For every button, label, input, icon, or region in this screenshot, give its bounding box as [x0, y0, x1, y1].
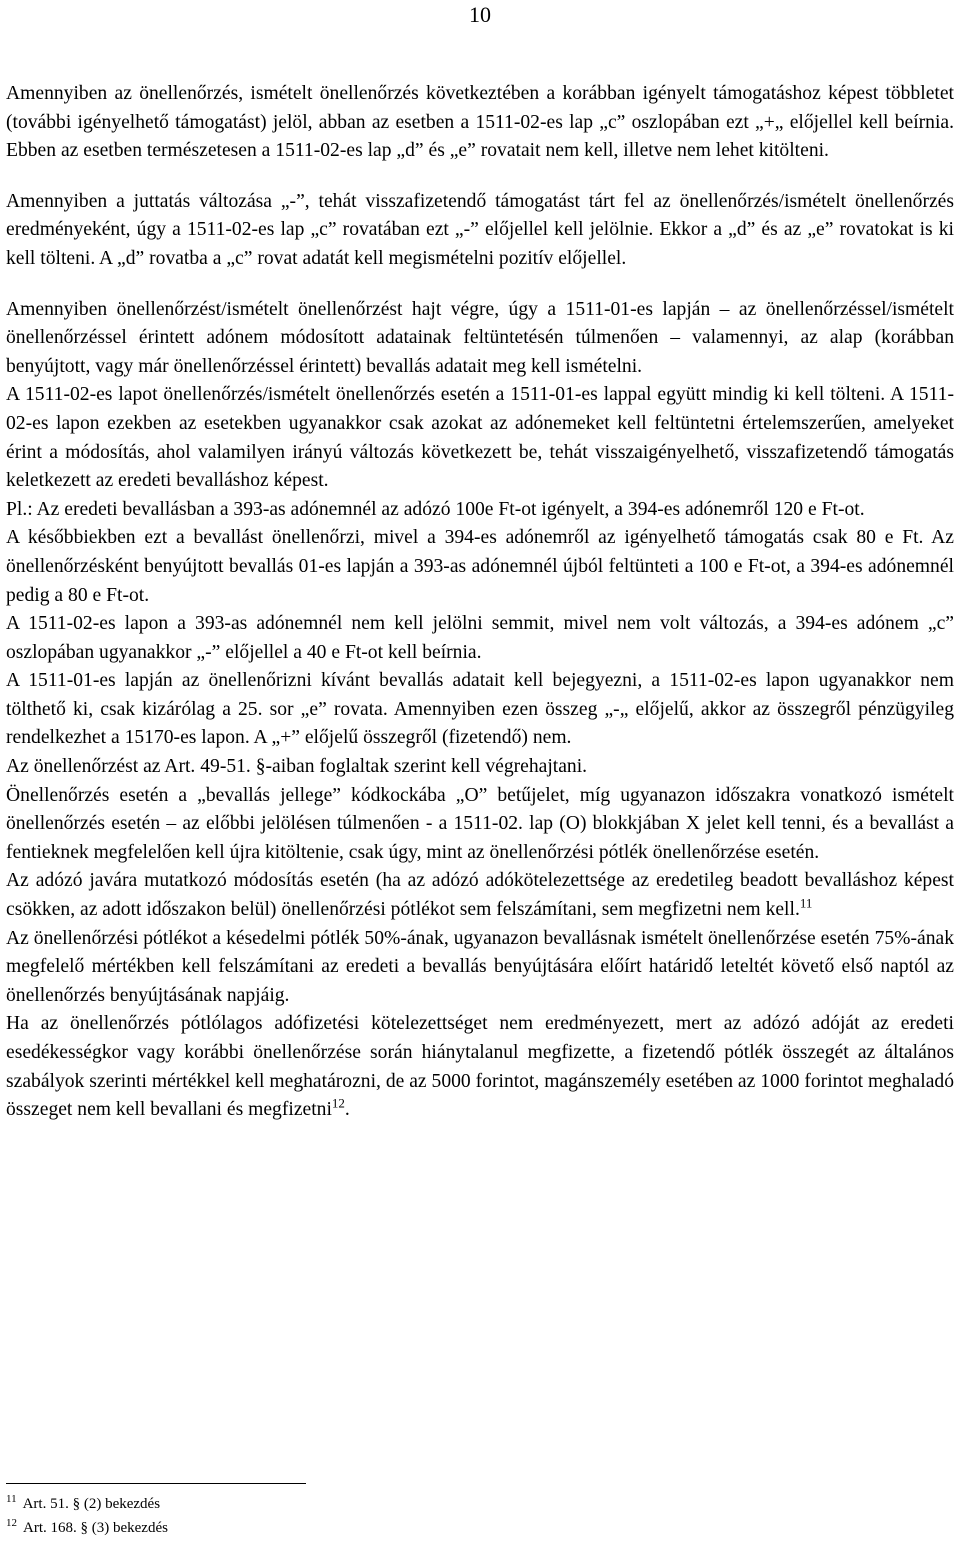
paragraph-text: A 1511-01-es lapján az önellenőrizni kívánt bevallás adatait kell bejegyezni, a 1511-02-es lapon ugyanakkor nem tölthető ki, csak kizárólag a 25. sor „e” rovata. Amennyiben ezen összeg „-„ előjelű, akkor az összegről pénzügyileg rendelkezhet a 15170-es lapon. A „+” előjelű összegről (fizetendő) nem. [6, 670, 954, 749]
footnote-number: 11 [6, 1493, 17, 1505]
footnote-reference[interactable]: 12 [331, 1095, 345, 1111]
paragraph-text: A 1511-02-es lapot önellenőrzés/ismételt önellenőrzés esetén a 1511-01-es lappal együtt mindig ki kell tölteni. A 1511-02-es lapon ezekben az esetekben ugyanakkor csak azokat az adónemeket kell feltüntetni értelemszerűen, amelyeket érint a módosítás, ahol valamilyen irányú változás következett be, tehát visszaigényelhető, visszafizetendő támogatás keletkezett az eredeti bevalláshoz képest. [6, 384, 954, 492]
footnotes [6, 1492, 606, 1540]
page-number: 10 [469, 2, 491, 27]
body-text [6, 80, 954, 1125]
paragraph [6, 296, 954, 382]
paragraph-text: Az önellenőrzést az Art. 49-51. §-aiban foglaltak szerint kell végrehajtani. [6, 756, 588, 778]
footnote-number: 12 [6, 1517, 17, 1529]
paragraph [6, 1010, 954, 1124]
footnote-text: Art. 168. § (3) bekezdés [23, 1520, 168, 1536]
paragraph-text: A későbbiekben ezt a bevallást önellenőrzi, mivel a 394-es adónemről az igényelhető támogatás csak 80 e Ft. Az önellenőrzésként benyújtott bevallás 01-es lapján a 393-as adónemnél újból feltünteti a 100 e Ft-ot, a 394-es adónemnél pedig a 80 e Ft-ot. [6, 527, 954, 606]
paragraph-text: A 1511-02-es lapon a 393-as adónemnél nem kell jelölni semmit, mivel nem volt változás, a 394-es adónem „c” oszlopában ugyanakkor „-” előjellel a 40 e Ft-ot kell beírnia. [6, 613, 954, 663]
paragraph-trailing-text: . [344, 1099, 350, 1121]
paragraph [6, 667, 954, 753]
paragraph [6, 753, 954, 782]
paragraph [6, 782, 954, 868]
paragraph-text: Amennyiben a juttatás változása „-”, tehát visszafizetendő támogatást tárt fel az önellenőrzés/ismételt önellenőrzés eredményeként, úgy a 1511-02-es lap „c” rovatában ezt „-” előjellel kell jelölnie. Ekkor a „d” és az „e” rovatokat is ki kell tölteni. A „d” rovatba a „c” rovat adatát kell megismételni pozitív előjellel. [6, 190, 954, 269]
paragraph-text: Ha az önellenőrzés pótlólagos adófizetési kötelezettséget nem eredményezett, mert az adózó adóját az eredeti esedékességkor vagy korábbi önellenőrzése során hiánytalanul megfizette, a fizetendő pótlék összegét az általános szabályok szerinti mértékkel kell meghatározni, de az 5000 forintot, magánszemély esetében az 1000 forintot meghaladó összeget nem kell bevallani és megfizetni [6, 1013, 954, 1121]
paragraph [6, 925, 954, 1011]
paragraph-text: Amennyiben az önellenőrzés, ismételt önellenőrzés következtében a korábban igényelt támogatáshoz képest többletet (további igényelhető támogatást) jelöl, abban az esetben a 1511-02-es lap „c” oszlopában ezt „+„ előjellel kell beírnia. Ebben az esetben természetesen a 1511-02-es lap „d” és „e” rovatait nem kell, illetve nem lehet kitölteni. [6, 83, 954, 162]
footnote-reference[interactable]: 11 [799, 895, 813, 911]
footnote-separator [6, 1483, 306, 1484]
paragraph [6, 188, 954, 274]
paragraph-text: Az adózó javára mutatkozó módosítás esetén (ha az adózó adókötelezettsége az eredetileg beadott bevalláshoz képest csökken, az adott időszakon belül) önellenőrzési pótlékot sem felszámítani, sem megfizetni nem kell. [6, 870, 954, 921]
paragraph [6, 610, 954, 667]
paragraph-text: Amennyiben önellenőrzést/ismételt önellenőrzést hajt végre, úgy a 1511-01-es lapján – az önellenőrzéssel/ismételt önellenőrzéssel érintett adónem módosított adatainak feltüntetésén túlmenően – valamennyi, az alap (korábban benyújtott, vagy már önellenőrzéssel érintett) bevallás adatait meg kell ismételni. [6, 298, 954, 377]
footnote [6, 1492, 606, 1516]
footnote [6, 1516, 606, 1540]
footnote-text: Art. 51. § (2) bekezdés [22, 1496, 161, 1512]
paragraph [6, 496, 954, 525]
paragraph [6, 381, 954, 495]
paragraph-text: Az önellenőrzési pótlékot a késedelmi pótlék 50%-ának, ugyanazon bevallásnak ismételt önellenőrzése esetén 75%-ának megfelelő mértékben kell felszámítani az eredeti a bevallás benyújtására előírt határidő leteltét követő első naptól az önellenőrzés benyújtásának napjáig. [6, 927, 954, 1006]
paragraph [6, 524, 954, 610]
paragraph [6, 867, 954, 924]
paragraph-text: Önellenőrzés esetén a „bevallás jellege” kódkockába „O” betűjelet, míg ugyanazon időszakra vonatkozó ismételt önellenőrzés esetén – az előbbi jelölésen túlmenően - a 1511-02. lap (O) blokkjában X jelet kell tenni, és a bevallást a fentieknek megfelelően kell újra kitöltenie, csak úgy, mint az önellenőrzési pótlék önellenőrzése esetén. [6, 784, 954, 863]
paragraph [6, 80, 954, 166]
paragraph-text: Pl.: Az eredeti bevallásban a 393-as adónemnél az adózó 100e Ft-ot igényelt, a 394-es adónemről 120 e Ft-ot. [6, 498, 865, 520]
